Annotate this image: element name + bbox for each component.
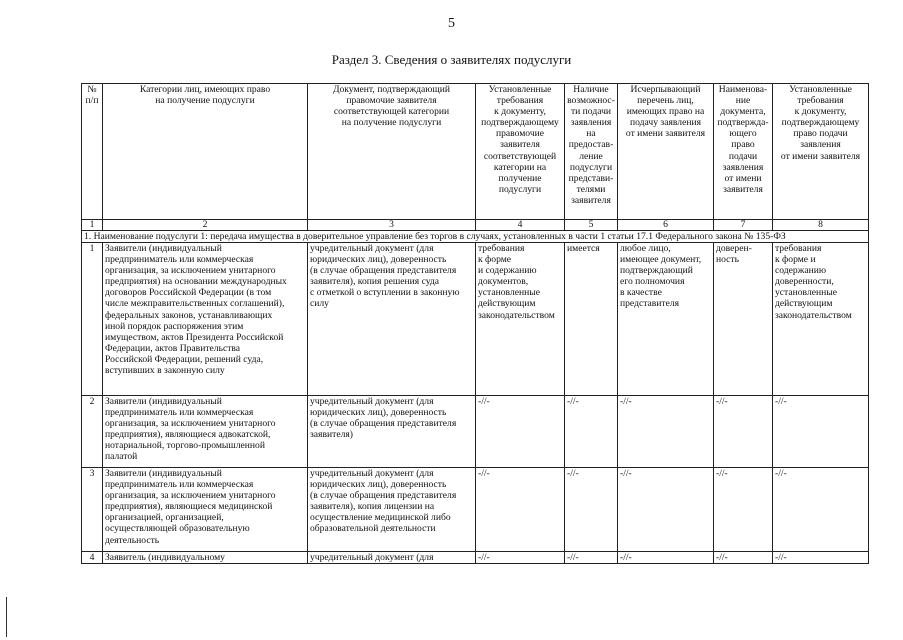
header-document: Документ, подтверждающий правомочие заявителя соответствующей категории на получение подуслуги: [332, 84, 451, 129]
header-number: № п/п: [85, 84, 99, 107]
representative-document-requirements: -//-: [773, 468, 869, 552]
margin-line: [6, 597, 7, 637]
authorized-persons: -//-: [618, 396, 714, 468]
column-number-row: [82, 220, 869, 231]
representative-document-name: -//-: [714, 552, 773, 564]
header-availability: Наличие возможнос- ти подачи заявления на предостав- ление подуслуги представи- телями заявителя: [567, 84, 615, 206]
table-row: [82, 243, 869, 396]
row-number: 4: [82, 552, 103, 564]
authorized-persons: -//-: [618, 468, 714, 552]
column-number: 6: [618, 220, 714, 231]
column-number: 3: [308, 220, 476, 231]
authority-document: учредительный документ (для юридических лиц), доверенность (в случае обращения представителя заявителя): [308, 396, 476, 468]
row-number: 3: [82, 468, 103, 552]
column-number: 2: [103, 220, 308, 231]
column-number: 4: [476, 220, 565, 231]
header-persons: Исчерпывающий перечень лиц, имеющих право на подачу заявления от имени заявителя: [625, 84, 706, 140]
header-cell: [618, 84, 714, 220]
header-cell: [714, 84, 773, 220]
column-number: 7: [714, 220, 773, 231]
header-cell: [773, 84, 869, 220]
representative-availability: -//-: [565, 468, 618, 552]
authority-document: учредительный документ (для юридических лиц), доверенность (в случае обращения представителя заявителя), копия решения суда с отметкой о вступлении в законную силу: [308, 243, 476, 396]
representative-document-requirements: -//-: [773, 552, 869, 564]
representative-document-requirements: -//-: [773, 396, 869, 468]
header-doc-requirements: Установленные требования к документу, подтверждающему право подачи заявления от имени заявителя: [780, 84, 861, 162]
header-doc-name: Наименова- ние документа, подтвержда- ющего право подачи заявления от имени заявителя: [717, 84, 769, 195]
authorized-persons: -//-: [618, 552, 714, 564]
column-number: 1: [82, 220, 103, 231]
header-cell: [476, 84, 565, 220]
service-name-row: [82, 231, 869, 243]
representative-document-name: -//-: [714, 468, 773, 552]
header-cell: [308, 84, 476, 220]
service-name: 1. Наименование подуслуги 1: передача имущества в доверительное управление без торгов в случаях, установленных в части 1 статьи 17.1 Федерального закона № 135-ФЗ: [82, 231, 869, 243]
representative-availability: -//-: [565, 552, 618, 564]
applicants-table: [81, 83, 869, 564]
row-number: 2: [82, 396, 103, 468]
header-cell: [103, 84, 308, 220]
representative-availability: -//-: [565, 396, 618, 468]
header-row: [82, 84, 869, 220]
header-cell: [82, 84, 103, 220]
document-requirements: -//-: [476, 468, 565, 552]
applicant-category: Заявители (индивидуальный предприниматель или коммерческая организация, за исключением унитарного предприятия), являющиеся адвокатской, нотариальной, торгово-промышленной палатой: [103, 396, 308, 468]
applicant-category: Заявитель (индивидуальному: [103, 552, 308, 564]
document-requirements: -//-: [476, 552, 565, 564]
column-number: 8: [773, 220, 869, 231]
representative-availability: имеется: [565, 243, 618, 396]
header-cell: [565, 84, 618, 220]
authorized-persons: любое лицо, имеющее документ, подтверждающий его полномочия в качестве представителя: [618, 243, 714, 396]
representative-document-name: -//-: [714, 396, 773, 468]
authority-document: учредительный документ (для юридических лиц), доверенность (в случае обращения представителя заявителя), копия лицензии на осуществление медицинской либо образовательной деятельности: [308, 468, 476, 552]
document-requirements: требования к форме и содержанию документов, установленные действующим законодательством: [476, 243, 565, 396]
applicant-category: Заявители (индивидуальный предприниматель или коммерческая организация, за исключением унитарного предприятия), являющиеся медицинской организацией, организацией, осуществляющей образовательную деятельность: [103, 468, 308, 552]
section-title: Раздел 3. Сведения о заявителях подуслуги: [331, 52, 572, 67]
header-requirements: Установленные требования к документу, подтверждающему правомочие заявителя соответствующей категории на получение подуслуги: [481, 84, 559, 195]
document-requirements: -//-: [476, 396, 565, 468]
column-number: 5: [565, 220, 618, 231]
table-row: [82, 468, 869, 552]
row-number: 1: [82, 243, 103, 396]
page-number: 5: [448, 16, 455, 31]
authority-document: учредительный документ (для: [308, 552, 476, 564]
header-category: Категории лиц, имеющих право на получение подуслуги: [139, 84, 271, 107]
table-row: [82, 396, 869, 468]
representative-document-name: доверен- ность: [714, 243, 773, 396]
applicant-category: Заявители (индивидуальный предприниматель или коммерческая организация, за исключением унитарного предприятия) на основании международных договоров Российской Федерации (в том числе межправительственных соглашений), федеральных законов, устанавливающих иной порядок распоряжения этим имуществом, актов Президента Российской Федерации, актов Правительства Российской Федерации, решений суда, вступивших в законную силу: [103, 243, 308, 396]
representative-document-requirements: требования к форме и содержанию доверенности, установленные действующим законодательством: [773, 243, 869, 396]
table-row: [82, 552, 869, 564]
